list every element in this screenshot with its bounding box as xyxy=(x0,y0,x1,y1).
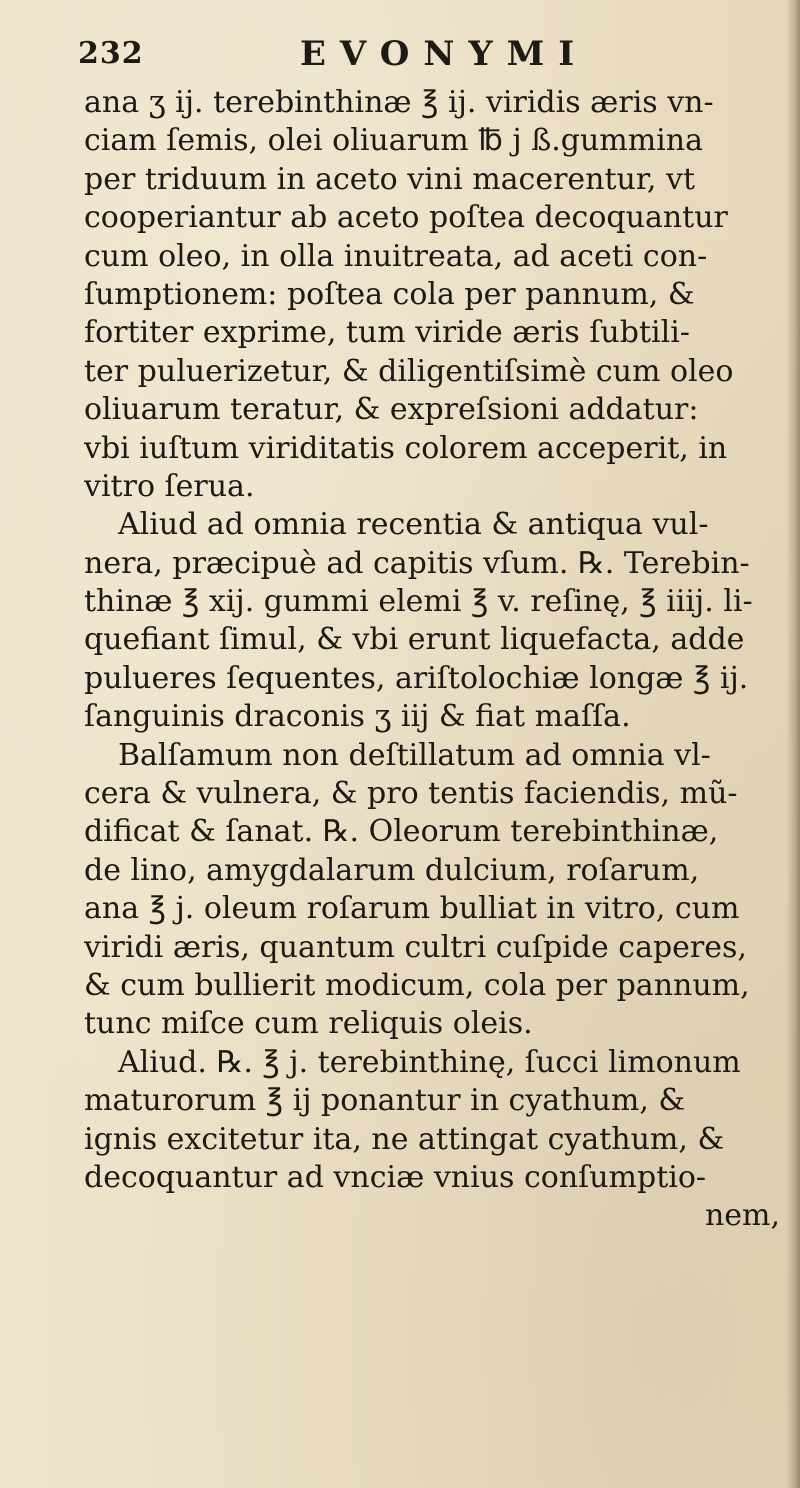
text-line: ana ℥ j. oleum roſarum bulliat in vitro, cum xyxy=(84,891,740,927)
text-line: quefiant ſimul, & vbi erunt liquefacta, adde xyxy=(84,622,745,658)
text-line: ignis excitetur ita, ne attingat cyathum, & xyxy=(84,1121,725,1157)
paragraph-start-line: Balſamum non deſtillatum ad omnia vl- xyxy=(118,737,711,773)
text-line: dificat & ſanat. ℞. Oleorum terebinthinæ, xyxy=(84,814,719,850)
body-text xyxy=(84,84,790,1236)
text-line: maturorum ℥ ij ponantur in cyathum, & xyxy=(84,1083,686,1119)
text-line: cooperiantur ab aceto poſtea decoquantur xyxy=(84,200,728,236)
text-line: per triduum in aceto vini macerentur, vt xyxy=(84,161,696,197)
running-head: EVONYMI xyxy=(300,34,589,74)
text-line: ſumptionem: poſtea cola per pannum, & xyxy=(84,276,695,312)
text-line: thinæ ℥ xij. gummi elemi ℥ v. reſinę, ℥ iiij. li- xyxy=(84,584,753,620)
text-line: cum oleo, in olla inuitreata, ad aceti con- xyxy=(84,238,708,274)
text-line: vitro ſerua. xyxy=(84,468,255,504)
text-line: nera, præcipuè ad capitis vſum. ℞. Terebin- xyxy=(84,545,750,581)
text-line: decoquantur ad vnciæ vnius conſumptio- xyxy=(84,1159,707,1195)
text-line: pulueres ſequentes, ariſtolochiæ longæ ℥ ij. xyxy=(84,660,749,696)
catchword-line: nem, xyxy=(704,1198,780,1234)
text-line: vbi iuſtum viriditatis colorem acceperit, in xyxy=(84,430,728,466)
text-line: ter puluerizetur, & diligentiſsimè cum oleo xyxy=(84,353,734,389)
text-line: cera & vulnera, & pro tentis faciendis, mũ- xyxy=(84,776,738,812)
text-line: & cum bullierit modicum, cola per pannum, xyxy=(84,967,750,1003)
text-line: oliuarum teratur, & expreſsioni addatur: xyxy=(84,392,699,428)
paragraph-start-line: Aliud ad omnia recentia & antiqua vul- xyxy=(118,507,709,543)
text-line: tunc miſce cum reliquis oleis. xyxy=(84,1006,533,1042)
page-number: 232 xyxy=(78,36,144,71)
text-line: de lino, amygdalarum dulcium, roſarum, xyxy=(84,852,700,888)
paragraph-start-line: Aliud. ℞. ℥ j. terebinthinę, ſucci limonum xyxy=(118,1044,741,1080)
text-line: ſanguinis draconis ʒ iij & fiat maſſa. xyxy=(84,699,631,735)
text-line: ciam ſemis, olei oliuarum ℔ j ß.gummina xyxy=(84,123,703,159)
text-line: fortiter exprime, tum viride æris ſubtili- xyxy=(84,315,690,351)
text-line: ana ʒ ij. terebinthinæ ℥ ij. viridis æris vn- xyxy=(84,85,714,120)
page-header xyxy=(0,30,800,80)
text-line: viridi æris, quantum cultri cuſpide caperes, xyxy=(84,929,747,965)
